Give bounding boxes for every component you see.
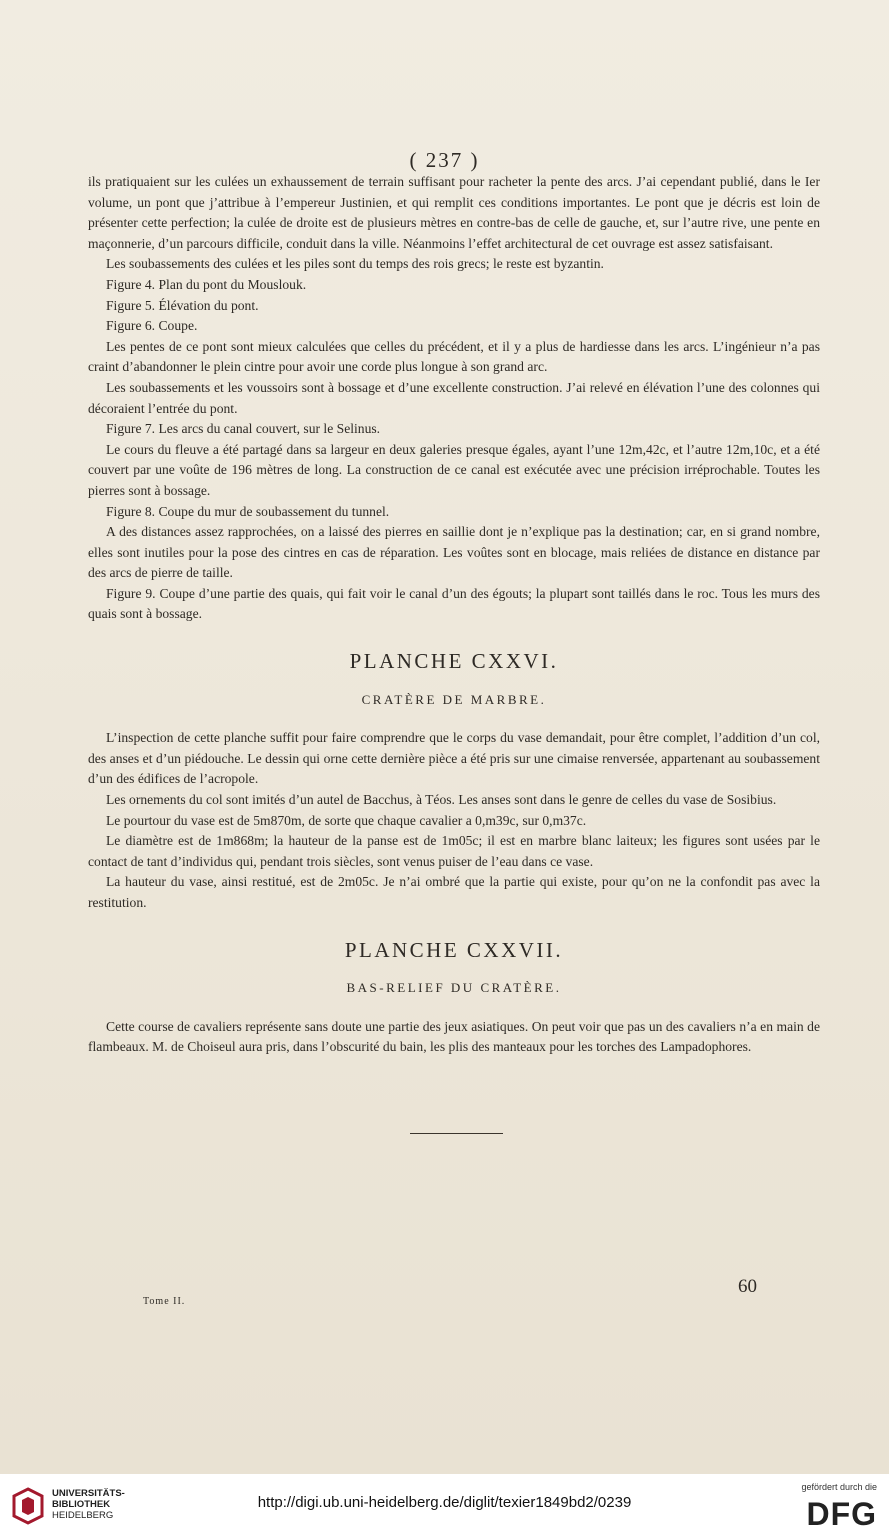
figure-caption: Figure 5. Élévation du pont. [106, 297, 259, 313]
tome-label: Tome II. [143, 1296, 186, 1307]
paragraph: L’inspection de cette planche suffit pour faire comprendre que le corps du vase demandait, pour être complet, l’addition d’un col, des anses et d’un piédouche. Le dessin qui orne cette dernière pièce a été pris sur une cimaise renversée, appartenant au soubassement d’un des édifices de l’acropole. [88, 730, 820, 787]
paragraph: Les ornements du col sont imités d’un autel de Bacchus, à Téos. Les anses sont dans le genre de celles du vase de Sosibius. [106, 792, 777, 808]
figure-caption: Figure 4. Plan du pont du Mouslouk. [106, 276, 307, 292]
paragraph: Cette course de cavaliers représente sans doute une partie des jeux asiatiques. On peut voir que pas un des cavaliers n’a en main de flambeaux. M. de Choiseul aura pris, dans l’obscurité du bain, les plis des manteaux pour les torches des Lampadophores. [88, 1018, 820, 1055]
paragraph: A des distances assez rapprochées, on a laissé des pierres en saillie dont je n’explique pas la destination; car, en si grand nombre, elles sont inutiles pour la pose des cintres en cas de réparation. Les voûtes sont en blocage, mais reliées de distance en distance par des arcs de pierre de taille. [88, 524, 820, 581]
body-text [88, 172, 820, 1058]
planche-title: PLANCHE CXXVI. [349, 649, 559, 674]
paragraph: Les soubassements et les voussoirs sont à bossage et d’une excellente construction. J’ai relevé en élévation l’une des colonnes qui décoraient l’entrée du pont. [88, 379, 820, 416]
paragraph: Les pentes de ce pont sont mieux calculées que celles du précédent, et il y a plus de hardiesse dans les arcs. L’ingénieur n’a pas craint d’abandonner le plein cintre pour avoir une corde plus longue à son grand arc. [88, 338, 820, 375]
viewer-footer [0, 1474, 889, 1538]
figure-caption: Figure 6. Coupe. [106, 318, 198, 334]
planche-subtitle: BAS-RELIEF DU CRATÈRE. [346, 980, 562, 996]
paragraph: Les soubassements des culées et les piles sont du temps des rois grecs; le reste est byzantin. [106, 256, 604, 272]
paragraph: Le pourtour du vase est de 5m870m, de sorte que chaque cavalier a 0,m39c, sur 0,m37c. [106, 812, 587, 828]
page-number: ( 237 ) [409, 148, 480, 172]
library-line: UNIVERSITÄTS- [52, 1488, 125, 1499]
planche-title: PLANCHE CXXVII. [344, 937, 564, 962]
figure-caption: Figure 8. Coupe du mur de soubassement du tunnel. [106, 503, 390, 519]
library-line: BIBLIOTHEK [52, 1499, 111, 1510]
library-line: HEIDELBERG [52, 1510, 114, 1521]
paragraph: Figure 9. Coupe d’une partie des quais, qui fait voir le canal d’un des égouts; la plupart sont taillés dans le roc. Tous les murs des quais sont à bossage. [88, 585, 820, 622]
dfg-logo: DFG [806, 1496, 877, 1532]
paragraph: La hauteur du vase, ainsi restitué, est de 2m05c. Je n’ai ombré que la partie qui existe, pour qu’on ne la confondit pas avec la restitution. [88, 874, 820, 910]
paragraph: ils pratiquaient sur les culées un exhaussement de terrain suffisant pour racheter la pente des arcs. J’ai cependant publié, dans le Ier volume, un pont que j’attribue à l’empereur Justinien, et qui remplit ces conditions importantes. Le pont que je décris est loin de présenter cette perfection; la culée de droite est de plusieurs mètres en contre-bas de celle de gauche, et, sur l’autre rive, une pente en maçonnerie, d’un parcours difficile, conduit dans la ville. Néanmoins l’effet architectural de cet ouvrage est assez satisfaisant. [88, 174, 820, 251]
paragraph: Le cours du fleuve a été partagé dans sa largeur en deux galeries presque égales, ayant l’une 12m,42c, et l’autre 12m,10c, et a été couvert par une voûte de 196 mètres de long. La construction de ce canal est exécutée avec une précision irréprochable. Toutes les pierres sont à bossage. [88, 441, 820, 498]
permalink-url[interactable]: http://digi.ub.uni-heidelberg.de/diglit/texier1849bd2/0239 [257, 1494, 632, 1511]
funding-note: gefördert durch die [801, 1482, 877, 1492]
figure-caption: Figure 7. Les arcs du canal couvert, sur le Selinus. [106, 421, 381, 437]
planche-subtitle: CRATÈRE DE MARBRE. [361, 691, 547, 707]
paragraph: Le diamètre est de 1m868m; la hauteur de la panse est de 1m05c; il est en marbre blanc laiteux; les figures sont usées par le contact de tant d’individus qui, pendant trois siècles, sont venus puiser de l’eau dans ce vase. [88, 833, 820, 869]
folio-number: 60 [738, 1276, 757, 1297]
divider [410, 1133, 503, 1134]
